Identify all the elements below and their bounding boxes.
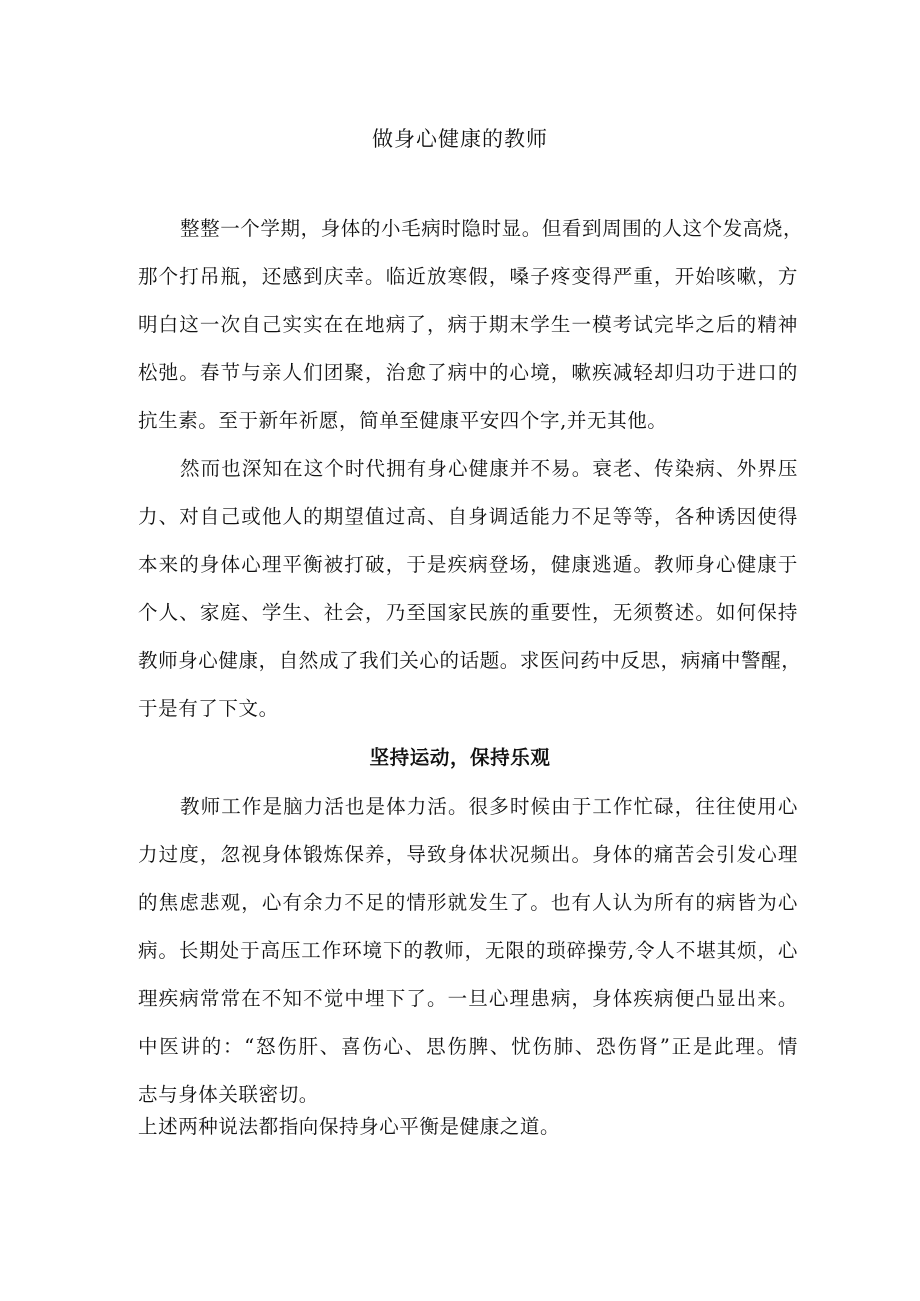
paragraph-1-line-5: 抗生素。至于新年祈愿，简单至健康平安四个字,并无其他。 [138,409,668,432]
paragraph-2-line-1: 然而也深知在这个时代拥有身心健康并不易。衰老、传染病、外界压 [180,457,798,480]
paragraph-2-line-3: 本来的身体心理平衡被打破，于是疾病登场，健康逃遁。教师身心健康于 [138,553,798,576]
paragraph-2-line-2: 力、对自己或他人的期望值过高、自身调适能力不足等等，各种诱因使得 [138,505,798,528]
paragraph-3-line-3: 的焦虑悲观，心有余力不足的情形就发生了。也有人认为所有的病皆为心 [138,891,798,914]
section-heading: 坚持运动，保持乐观 [369,746,551,769]
document-title: 做身心健康的教师 [372,127,548,151]
paragraph-1-line-4: 松弛。春节与亲人们团聚，治愈了病中的心境，嗽疾减轻却归功于进口的 [138,361,798,384]
paragraph-3-line-6: 中医讲的：“怒伤肝、喜伤心、思伤脾、忧伤肺、恐伤肾”正是此理。情 [138,1035,798,1058]
paragraph-3-line-5: 理疾病常常在不知不觉中埋下了。一旦心理患病，身体疾病便凸显出来。 [138,987,798,1010]
paragraph-3-line-4: 病。长期处于高压工作环境下的教师，无限的琐碎操劳,令人不堪其烦，心 [138,939,798,962]
paragraph-3-line-2: 力过度，忽视身体锻炼保养，导致身体状况频出。身体的痛苦会引发心理 [138,843,798,866]
paragraph-1-line-2: 那个打吊瓶，还感到庆幸。临近放寒假，嗓子疼变得严重，开始咳嗽，方 [138,265,798,288]
paragraph-2-line-6: 于是有了下文。 [138,697,279,720]
paragraph-3-line-1: 教师工作是脑力活也是体力活。很多时候由于工作忙碌，往往使用心 [180,795,798,818]
paragraph-1-line-1: 整整一个学期，身体的小毛病时隐时显。但看到周围的人这个发高烧， [180,217,804,240]
closing-line: 上述两种说法都指向保持身心平衡是健康之道。 [138,1115,561,1138]
paragraph-2-line-5: 教师身心健康，自然成了我们关心的话题。求医问药中反思，病痛中警醒， [138,649,802,672]
paragraph-2-line-4: 个人、家庭、学生、社会，乃至国家民族的重要性，无须赘述。如何保持 [138,601,798,624]
paragraph-3-line-7: 志与身体关联密切。 [138,1083,319,1106]
paragraph-1-line-3: 明白这一次自己实实在在地病了，病于期末学生一模考试完毕之后的精神 [138,313,798,336]
